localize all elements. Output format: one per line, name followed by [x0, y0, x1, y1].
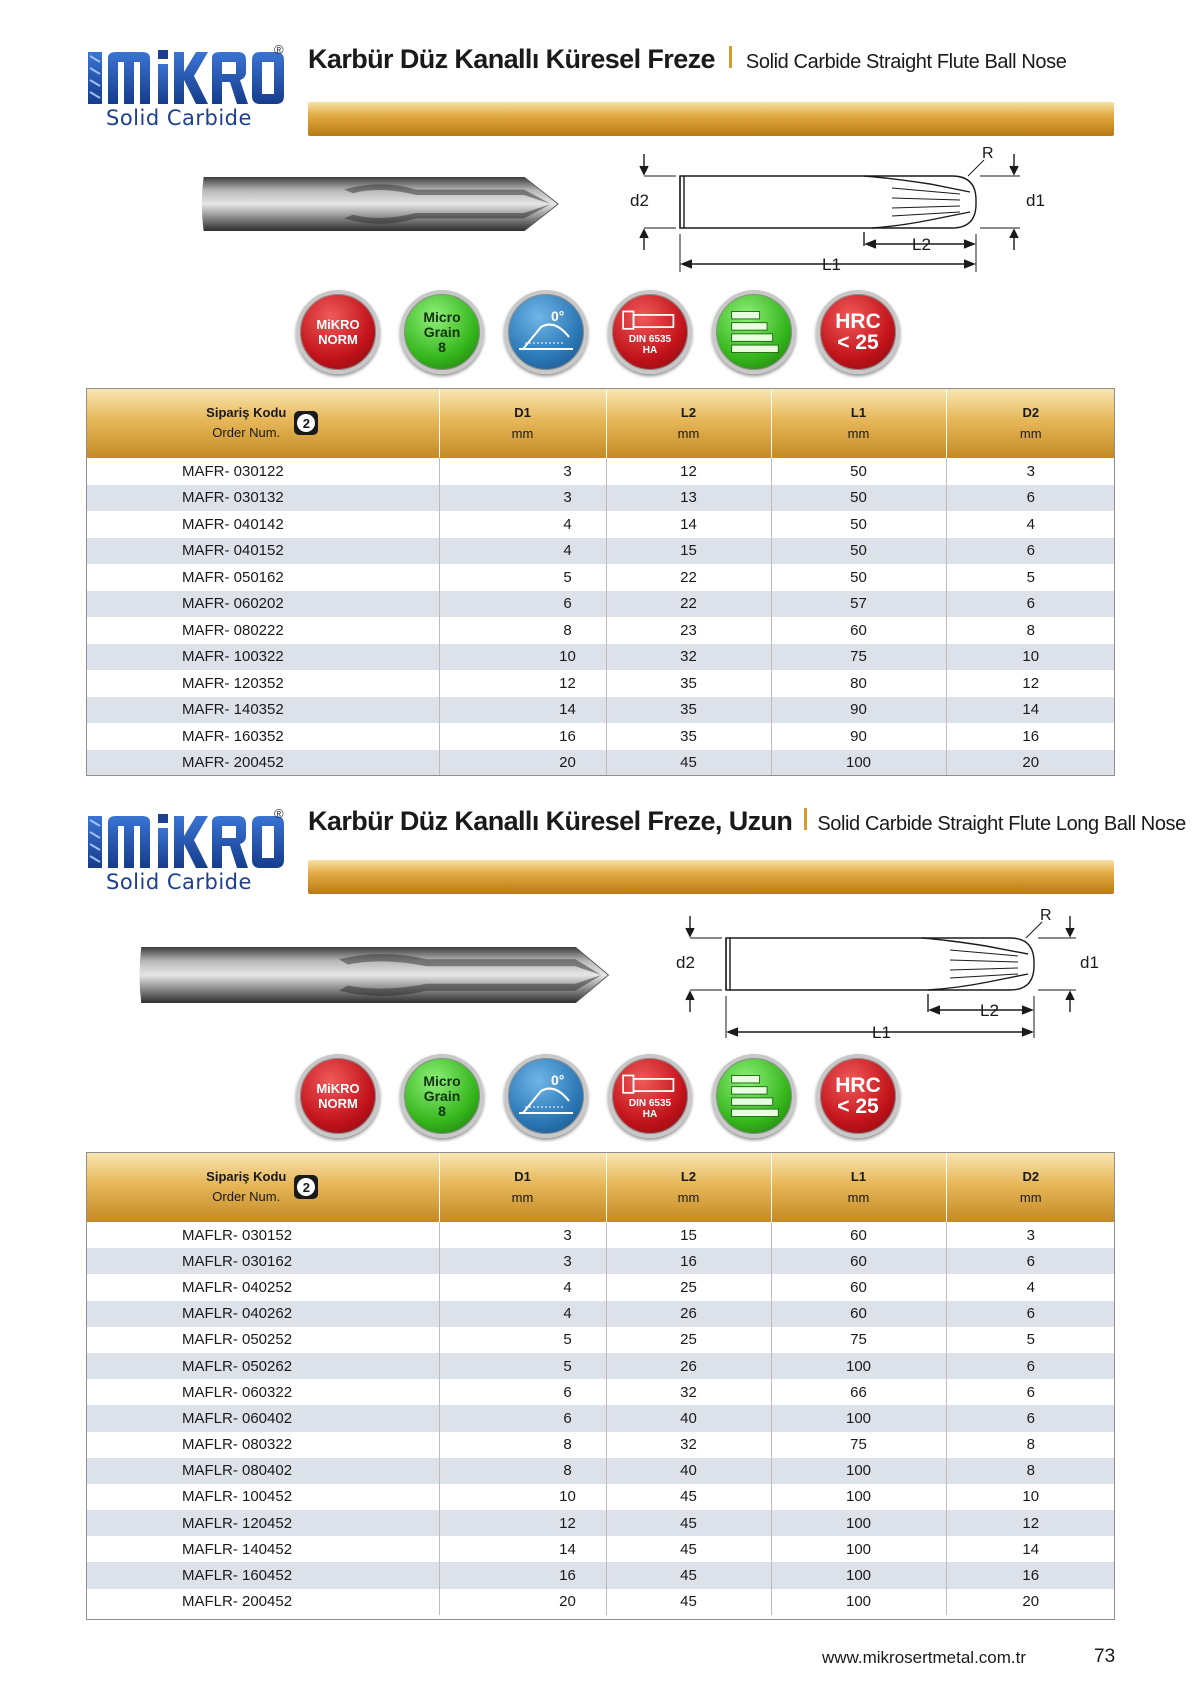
label-l2: L2: [912, 235, 931, 254]
label-d2: d2: [676, 953, 695, 972]
l2-cell: 35: [606, 697, 771, 724]
tool-profile-icon: [726, 304, 782, 360]
d1-cell: 14: [439, 1536, 606, 1562]
table-row: [86, 564, 1115, 591]
spec-table-long-ball-nose: [86, 1152, 1115, 1615]
order-code-cell: MAFLR- 050262: [86, 1353, 439, 1379]
label-l1: L1: [872, 1023, 891, 1042]
table-row: [86, 1432, 1115, 1458]
gold-header-bar: [308, 860, 1114, 894]
d2-cell: 12: [946, 670, 1115, 697]
l2-cell: 45: [606, 1562, 771, 1588]
l1-cell: 75: [771, 644, 946, 671]
l1-cell: 60: [771, 1301, 946, 1327]
d1-cell: 4: [439, 1274, 606, 1300]
order-code-cell: MAFLR- 140452: [86, 1536, 439, 1562]
l1-cell: 90: [771, 723, 946, 750]
d2-cell: 6: [946, 485, 1115, 512]
l1-cell: 100: [771, 1589, 946, 1615]
l1-cell: 50: [771, 458, 946, 485]
order-code-cell: MAFR- 160352: [86, 723, 439, 750]
d1-cell: 5: [439, 564, 606, 591]
l1-cell: 60: [771, 1248, 946, 1274]
l2-cell: 45: [606, 750, 771, 777]
mikro-logo: [86, 808, 286, 908]
shank-icon: [619, 1072, 681, 1098]
l2-cell: 45: [606, 1510, 771, 1536]
d1-cell: 20: [439, 750, 606, 777]
order-code-cell: MAFLR- 080322: [86, 1432, 439, 1458]
feature-badges: [296, 1054, 906, 1144]
l1-cell: 100: [771, 1536, 946, 1562]
d2-cell: 14: [946, 697, 1115, 724]
registered-mark: ®: [274, 42, 284, 57]
d2-cell: 8: [946, 617, 1115, 644]
order-code-cell: MAFR- 060202: [86, 591, 439, 618]
table-row: [86, 723, 1115, 750]
d1-cell: 6: [439, 1379, 606, 1405]
feature-badges: [296, 290, 906, 380]
table-row: [86, 1562, 1115, 1588]
label-d1: d1: [1080, 953, 1099, 972]
d1-cell: 10: [439, 1484, 606, 1510]
l2-cell: 13: [606, 485, 771, 512]
table-row: [86, 1458, 1115, 1484]
micro-grain-badge: Micro Grain 8: [400, 1054, 484, 1138]
l1-cell: 60: [771, 1274, 946, 1300]
table-row: [86, 1353, 1115, 1379]
table-row: [86, 750, 1115, 777]
l1-cell: 50: [771, 564, 946, 591]
svg-text:0°: 0°: [551, 308, 565, 324]
hardness-badge: HRC < 25: [816, 1054, 900, 1138]
table-row: [86, 458, 1115, 485]
order-code-cell: MAFLR- 060322: [86, 1379, 439, 1405]
label-l2: L2: [980, 1001, 999, 1020]
section-title: [308, 44, 1066, 75]
table-row: [86, 1222, 1115, 1248]
table-row: [86, 1327, 1115, 1353]
order-code-cell: MAFR- 050162: [86, 564, 439, 591]
hardness-badge: HRC < 25: [816, 290, 900, 374]
d2-cell: 6: [946, 1379, 1115, 1405]
label-r: R: [982, 145, 994, 162]
col-l2: L2 mm: [606, 1152, 771, 1222]
d2-cell: 6: [946, 538, 1115, 565]
d2-cell: 3: [946, 1222, 1115, 1248]
l1-cell: 90: [771, 697, 946, 724]
d1-cell: 3: [439, 1222, 606, 1248]
d2-cell: 12: [946, 1510, 1115, 1536]
l1-cell: 50: [771, 485, 946, 512]
table-row: [86, 1484, 1115, 1510]
table-row: [86, 670, 1115, 697]
d1-cell: 5: [439, 1327, 606, 1353]
order-code-cell: MAFLR- 120452: [86, 1510, 439, 1536]
d1-cell: 20: [439, 1589, 606, 1615]
table-row: [86, 617, 1115, 644]
order-code-cell: MAFR- 040142: [86, 511, 439, 538]
long-ball-nose-dimension-drawing: [676, 907, 1099, 1042]
order-code-cell: MAFR- 200452: [86, 750, 439, 777]
col-d2: D2 mm: [946, 388, 1115, 458]
d2-cell: 6: [946, 1301, 1115, 1327]
d2-cell: 6: [946, 1405, 1115, 1431]
l2-cell: 15: [606, 538, 771, 565]
d2-cell: 16: [946, 723, 1115, 750]
d2-cell: 3: [946, 458, 1115, 485]
l2-cell: 40: [606, 1458, 771, 1484]
micro-grain-badge: Micro Grain 8: [400, 290, 484, 374]
l1-cell: 60: [771, 1222, 946, 1248]
l2-cell: 25: [606, 1274, 771, 1300]
l1-cell: 57: [771, 591, 946, 618]
d2-cell: 20: [946, 750, 1115, 777]
d2-cell: 8: [946, 1432, 1115, 1458]
title-english: Solid Carbide Straight Flute Ball Nose: [745, 51, 1067, 73]
table-row: [86, 511, 1115, 538]
table-row: [86, 1510, 1115, 1536]
mikro-norm-badge: MiKRO NORM: [296, 290, 380, 374]
tool-profile-icon: [726, 1068, 782, 1124]
label-l1: L1: [822, 255, 841, 274]
order-code-cell: MAFR- 100322: [86, 644, 439, 671]
col-d1: D1 mm: [439, 1152, 606, 1222]
long-ball-nose-tool-photo: [104, 940, 644, 1010]
din-shank-badge: DIN 6535 HA: [608, 290, 692, 374]
l2-cell: 25: [606, 1327, 771, 1353]
table-row: [86, 1379, 1115, 1405]
order-code-cell: MAFLR- 030152: [86, 1222, 439, 1248]
order-code-cell: MAFLR- 050252: [86, 1327, 439, 1353]
title-separator: [804, 808, 807, 830]
l1-cell: 75: [771, 1432, 946, 1458]
l1-cell: 60: [771, 617, 946, 644]
l2-cell: 32: [606, 644, 771, 671]
registered-mark: ®: [274, 806, 284, 821]
table-row: [86, 1589, 1115, 1615]
order-code-cell: MAFR- 140352: [86, 697, 439, 724]
label-d2: d2: [630, 191, 649, 210]
l2-cell: 32: [606, 1432, 771, 1458]
helix-angle-icon: [511, 1061, 581, 1131]
d1-cell: 4: [439, 538, 606, 565]
mikro-logo-wordmark: [86, 808, 286, 870]
order-code-cell: MAFLR- 040262: [86, 1301, 439, 1327]
d1-cell: 3: [439, 485, 606, 512]
col-order-code: Sipariş Kodu Order Num. 2: [86, 1152, 439, 1222]
col-order-code: Sipariş Kodu Order Num. 2: [86, 388, 439, 458]
l2-cell: 23: [606, 617, 771, 644]
label-r: R: [1040, 907, 1052, 924]
title-separator: [729, 46, 732, 68]
col-l1: L1 mm: [771, 388, 946, 458]
section-title: [308, 806, 1186, 837]
order-code-cell: MAFR- 030122: [86, 458, 439, 485]
d2-cell: 10: [946, 644, 1115, 671]
d1-cell: 6: [439, 591, 606, 618]
table-row: [86, 1301, 1115, 1327]
flute-count-icon: 2: [294, 1175, 318, 1199]
table-row: [86, 1405, 1115, 1431]
l1-cell: 100: [771, 1353, 946, 1379]
order-code-cell: MAFLR- 080402: [86, 1458, 439, 1484]
d2-cell: 14: [946, 1536, 1115, 1562]
col-d1: D1 mm: [439, 388, 606, 458]
shank-icon: [619, 308, 681, 334]
spec-table-ball-nose: [86, 388, 1115, 776]
l2-cell: 12: [606, 458, 771, 485]
l1-cell: 100: [771, 1510, 946, 1536]
l2-cell: 45: [606, 1589, 771, 1615]
mikro-logo-wordmark: [86, 44, 286, 106]
d2-cell: 8: [946, 1458, 1115, 1484]
l2-cell: 35: [606, 723, 771, 750]
order-code-cell: MAFR- 120352: [86, 670, 439, 697]
table-header-row: [86, 1152, 1115, 1222]
d2-cell: 4: [946, 1274, 1115, 1300]
order-code-cell: MAFLR- 060402: [86, 1405, 439, 1431]
l1-cell: 50: [771, 511, 946, 538]
l1-cell: 66: [771, 1379, 946, 1405]
l1-cell: 100: [771, 750, 946, 777]
d2-cell: 16: [946, 1562, 1115, 1588]
d2-cell: 10: [946, 1484, 1115, 1510]
l2-cell: 45: [606, 1536, 771, 1562]
l2-cell: 45: [606, 1484, 771, 1510]
flute-count-icon: 2: [294, 411, 318, 435]
coolant-profile-badge: [712, 1054, 796, 1138]
table-header-row: [86, 388, 1115, 458]
title-english: Solid Carbide Straight Flute Long Ball Nose: [817, 813, 1186, 835]
d1-cell: 12: [439, 1510, 606, 1536]
svg-text:0°: 0°: [551, 1072, 565, 1088]
order-code-cell: MAFLR- 100452: [86, 1484, 439, 1510]
footer-url[interactable]: www.mikrosertmetal.com.tr: [822, 1648, 1027, 1667]
logo-tagline: Solid Carbide: [106, 870, 252, 894]
d2-cell: 6: [946, 1353, 1115, 1379]
order-code-cell: MAFLR- 040252: [86, 1274, 439, 1300]
order-code-cell: MAFLR- 030162: [86, 1248, 439, 1274]
d1-cell: 8: [439, 1432, 606, 1458]
helix-angle-icon: [511, 297, 581, 367]
d1-cell: 14: [439, 697, 606, 724]
col-l1: L1 mm: [771, 1152, 946, 1222]
d1-cell: 8: [439, 617, 606, 644]
order-code-cell: MAFR- 040152: [86, 538, 439, 565]
d2-cell: 20: [946, 1589, 1115, 1615]
table-row: [86, 485, 1115, 512]
d2-cell: 5: [946, 564, 1115, 591]
d1-cell: 12: [439, 670, 606, 697]
l1-cell: 75: [771, 1327, 946, 1353]
d1-cell: 3: [439, 1248, 606, 1274]
table-row: [86, 538, 1115, 565]
col-d2: D2 mm: [946, 1152, 1115, 1222]
order-code-cell: MAFR- 030132: [86, 485, 439, 512]
l2-cell: 14: [606, 511, 771, 538]
gold-header-bar: [308, 102, 1114, 136]
l2-cell: 15: [606, 1222, 771, 1248]
l2-cell: 16: [606, 1248, 771, 1274]
order-code-cell: MAFR- 080222: [86, 617, 439, 644]
l2-cell: 22: [606, 564, 771, 591]
d1-cell: 16: [439, 723, 606, 750]
l1-cell: 100: [771, 1484, 946, 1510]
title-turkish: Karbür Düz Kanallı Küresel Freze, Uzun: [308, 806, 793, 836]
d1-cell: 5: [439, 1353, 606, 1379]
page-number: 73: [1094, 1646, 1116, 1667]
logo-tagline: Solid Carbide: [106, 106, 252, 130]
table-row: [86, 1248, 1115, 1274]
ball-nose-dimension-drawing: [630, 142, 1050, 272]
d2-cell: 6: [946, 1248, 1115, 1274]
table-row: [86, 697, 1115, 724]
order-code-cell: MAFLR- 160452: [86, 1562, 439, 1588]
title-turkish: Karbür Düz Kanallı Küresel Freze: [308, 44, 715, 74]
coolant-profile-badge: [712, 290, 796, 374]
table-row: [86, 1536, 1115, 1562]
col-l2: L2 mm: [606, 388, 771, 458]
l2-cell: 32: [606, 1379, 771, 1405]
l2-cell: 26: [606, 1353, 771, 1379]
din-shank-badge: DIN 6535 HA: [608, 1054, 692, 1138]
d2-cell: 4: [946, 511, 1115, 538]
table-row: [86, 644, 1115, 671]
order-code-cell: MAFLR- 200452: [86, 1589, 439, 1615]
l1-cell: 50: [771, 538, 946, 565]
mikro-logo: [86, 44, 286, 144]
l2-cell: 22: [606, 591, 771, 618]
d1-cell: 10: [439, 644, 606, 671]
l1-cell: 100: [771, 1405, 946, 1431]
helix-angle-badge: [504, 1054, 588, 1138]
ball-nose-tool-photo: [184, 168, 576, 240]
d1-cell: 8: [439, 1458, 606, 1484]
l1-cell: 80: [771, 670, 946, 697]
table-row: [86, 591, 1115, 618]
l2-cell: 35: [606, 670, 771, 697]
label-d1: d1: [1026, 191, 1045, 210]
d2-cell: 6: [946, 591, 1115, 618]
mikro-norm-badge: MiKRO NORM: [296, 1054, 380, 1138]
d1-cell: 16: [439, 1562, 606, 1588]
l1-cell: 100: [771, 1562, 946, 1588]
d1-cell: 6: [439, 1405, 606, 1431]
d1-cell: 4: [439, 1301, 606, 1327]
d2-cell: 5: [946, 1327, 1115, 1353]
table-row: [86, 1274, 1115, 1300]
d1-cell: 4: [439, 511, 606, 538]
d1-cell: 3: [439, 458, 606, 485]
helix-angle-badge: [504, 290, 588, 374]
l1-cell: 100: [771, 1458, 946, 1484]
l2-cell: 40: [606, 1405, 771, 1431]
l2-cell: 26: [606, 1301, 771, 1327]
